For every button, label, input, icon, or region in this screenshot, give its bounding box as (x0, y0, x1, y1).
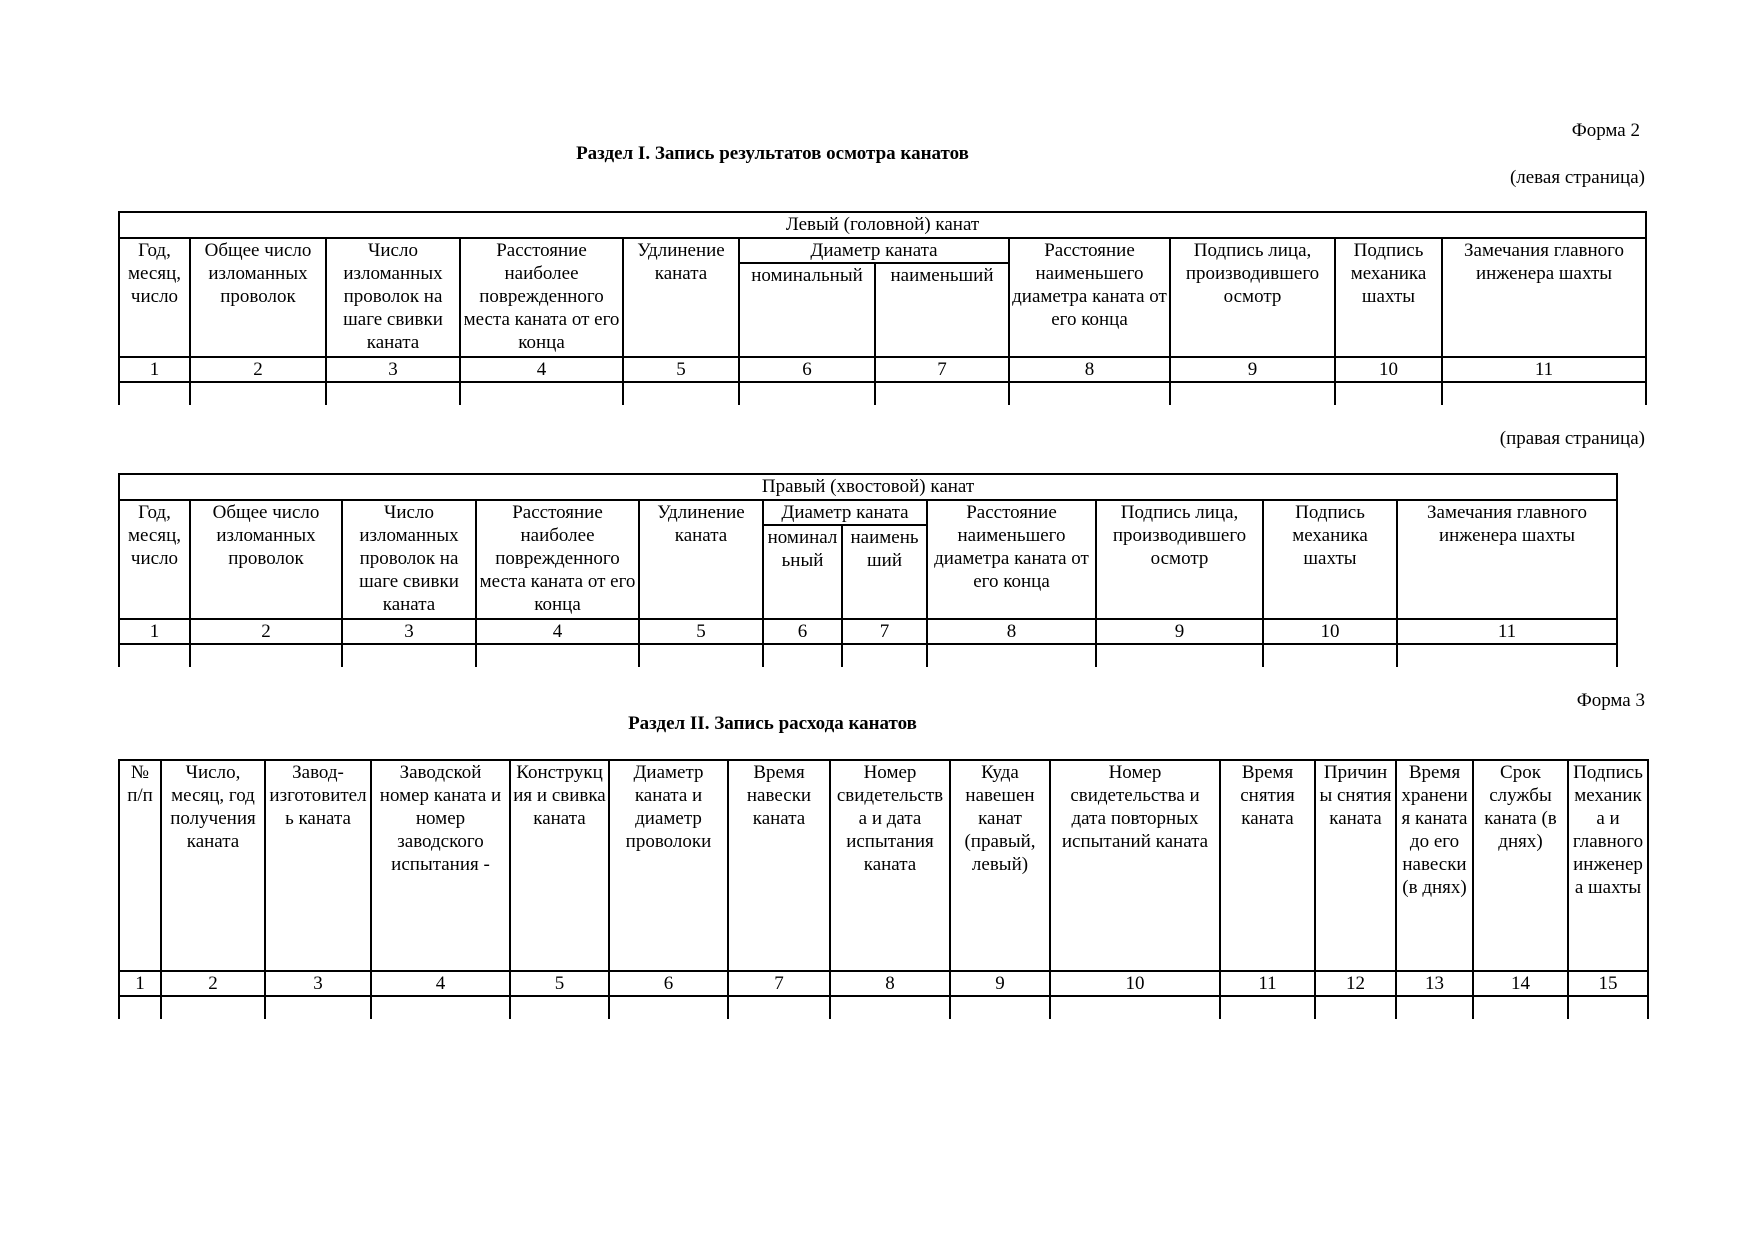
header-mechanic-signature: Подпись механика шахты (1263, 500, 1397, 619)
left-page-note: (левая страница) (1509, 167, 1645, 188)
blank-cell (1096, 644, 1263, 667)
column-number: 12 (1315, 971, 1396, 996)
column-number: 10 (1335, 357, 1442, 382)
blank-cell (639, 644, 763, 667)
header-damaged-place-distance: Расстояние наиболее поврежденного места каната от его конца (476, 500, 639, 619)
blank-cell (830, 996, 950, 1019)
column-number: 8 (830, 971, 950, 996)
column-number: 1 (119, 619, 190, 644)
column-number: 9 (1096, 619, 1263, 644)
header-manufacturer: Завод-изготовитель каната (265, 760, 371, 971)
column-number: 15 (1568, 971, 1648, 996)
right-page-note: (правая страница) (1499, 428, 1645, 449)
header-signatures: Подпись механика и главного инженера шахты (1568, 760, 1648, 971)
blank-cell (623, 382, 739, 405)
column-number: 4 (371, 971, 510, 996)
left-table-caption: Левый (головной) канат (119, 212, 1646, 238)
header-factory-number: Заводской номер каната и номер заводского испытания - (371, 760, 510, 971)
section1-title: Раздел I. Запись результатов осмотра канатов (576, 143, 969, 164)
column-number: 10 (1263, 619, 1397, 644)
header-repeat-tests: Номер свидетельства и дата повторных испытаний каната (1050, 760, 1220, 971)
column-number: 8 (1009, 357, 1170, 382)
header-broken-wires-per-lay: Число изломанных проволок на шаге свивки каната (342, 500, 476, 619)
column-number: 10 (1050, 971, 1220, 996)
blank-cell (1473, 996, 1568, 1019)
header-min-diameter: наименьший (842, 525, 927, 619)
column-number: 14 (1473, 971, 1568, 996)
blank-cell (161, 996, 265, 1019)
header-row-number: № п/п (119, 760, 161, 971)
header-total-broken-wires: Общее число изломанных проволок (190, 500, 342, 619)
header-receipt-date: Число, месяц, год получения каната (161, 760, 265, 971)
blank-cell (950, 996, 1050, 1019)
form2-label: Форма 2 (1571, 120, 1640, 141)
right-table-caption: Правый (хвостовой) канат (119, 474, 1617, 500)
header-min-diameter-distance: Расстояние наименьшего диаметра каната от его конца (927, 500, 1096, 619)
header-inspector-signature: Подпись лица, производившего осмотр (1096, 500, 1263, 619)
blank-cell (927, 644, 1096, 667)
blank-cell (1050, 996, 1220, 1019)
column-number: 5 (510, 971, 609, 996)
blank-cell (1170, 382, 1335, 405)
section2-title: Раздел II. Запись расхода канатов (628, 713, 917, 734)
blank-cell (842, 644, 927, 667)
column-number: 5 (623, 357, 739, 382)
header-nominal-diameter: номинальный (763, 525, 842, 619)
column-number: 2 (161, 971, 265, 996)
column-number: 6 (739, 357, 875, 382)
column-number: 1 (119, 357, 190, 382)
blank-cell (476, 644, 639, 667)
column-number: 9 (950, 971, 1050, 996)
column-number: 11 (1442, 357, 1646, 382)
header-removal-reasons: Причины снятия каната (1315, 760, 1396, 971)
header-construction: Конструкция и свивка каната (510, 760, 609, 971)
column-number: 6 (609, 971, 728, 996)
header-inspector-signature: Подпись лица, производившего осмотр (1170, 238, 1335, 357)
header-elongation: Удлинение каната (623, 238, 739, 357)
column-number: 6 (763, 619, 842, 644)
blank-cell (1220, 996, 1315, 1019)
column-number: 2 (190, 357, 326, 382)
header-date: Год, месяц, число (119, 238, 190, 357)
column-number: 4 (476, 619, 639, 644)
blank-cell (609, 996, 728, 1019)
column-number: 3 (326, 357, 460, 382)
column-number: 2 (190, 619, 342, 644)
right-rope-table (118, 473, 1618, 667)
column-number: 7 (728, 971, 830, 996)
left-rope-table (118, 211, 1647, 405)
blank-cell (510, 996, 609, 1019)
header-hanging-side: Куда навешен канат (правый, левый) (950, 760, 1050, 971)
blank-cell (119, 644, 190, 667)
column-number: 5 (639, 619, 763, 644)
header-nominal-diameter: номинальный (739, 263, 875, 357)
blank-cell (1335, 382, 1442, 405)
column-number: 11 (1397, 619, 1617, 644)
header-rope-diameter: Диаметр каната (739, 238, 1009, 263)
header-mechanic-signature: Подпись механика шахты (1335, 238, 1442, 357)
blank-cell (190, 644, 342, 667)
header-broken-wires-per-lay: Число изломанных проволок на шаге свивки каната (326, 238, 460, 357)
column-number: 7 (875, 357, 1009, 382)
blank-cell (119, 382, 190, 405)
blank-cell (460, 382, 623, 405)
column-number: 13 (1396, 971, 1473, 996)
column-number: 1 (119, 971, 161, 996)
blank-cell (371, 996, 510, 1019)
blank-cell (190, 382, 326, 405)
header-removal-time: Время снятия каната (1220, 760, 1315, 971)
blank-cell (265, 996, 371, 1019)
header-certificate: Номер свидетельства и дата испытания каната (830, 760, 950, 971)
column-number: 3 (342, 619, 476, 644)
header-min-diameter-distance: Расстояние наименьшего диаметра каната от его конца (1009, 238, 1170, 357)
header-min-diameter: наименьший (875, 263, 1009, 357)
blank-cell (728, 996, 830, 1019)
blank-cell (1009, 382, 1170, 405)
column-number: 11 (1220, 971, 1315, 996)
header-service-life: Срок службы каната (в днях) (1473, 760, 1568, 971)
blank-cell (1315, 996, 1396, 1019)
header-elongation: Удлинение каната (639, 500, 763, 619)
blank-cell (1263, 644, 1397, 667)
blank-cell (119, 996, 161, 1019)
column-number: 4 (460, 357, 623, 382)
rope-usage-table (118, 759, 1649, 1019)
blank-cell (875, 382, 1009, 405)
header-hanging-time: Время навески каната (728, 760, 830, 971)
blank-cell (326, 382, 460, 405)
blank-cell (1397, 644, 1617, 667)
header-damaged-place-distance: Расстояние наиболее поврежденного места каната от его конца (460, 238, 623, 357)
header-storage-time: Время хранения каната до его навески (в днях) (1396, 760, 1473, 971)
blank-cell (763, 644, 842, 667)
header-total-broken-wires: Общее число изломанных проволок (190, 238, 326, 357)
header-rope-diameter: Диаметр каната (763, 500, 927, 525)
header-date: Год, месяц, число (119, 500, 190, 619)
column-number: 8 (927, 619, 1096, 644)
column-number: 7 (842, 619, 927, 644)
form3-label: Форма 3 (1576, 690, 1645, 711)
blank-cell (1396, 996, 1473, 1019)
column-number: 9 (1170, 357, 1335, 382)
blank-cell (1442, 382, 1646, 405)
header-chief-engineer-remarks: Замечания главного инженера шахты (1442, 238, 1646, 357)
header-chief-engineer-remarks: Замечания главного инженера шахты (1397, 500, 1617, 619)
blank-cell (1568, 996, 1648, 1019)
column-number: 3 (265, 971, 371, 996)
header-diameter: Диаметр каната и диаметр проволоки (609, 760, 728, 971)
blank-cell (342, 644, 476, 667)
blank-cell (739, 382, 875, 405)
